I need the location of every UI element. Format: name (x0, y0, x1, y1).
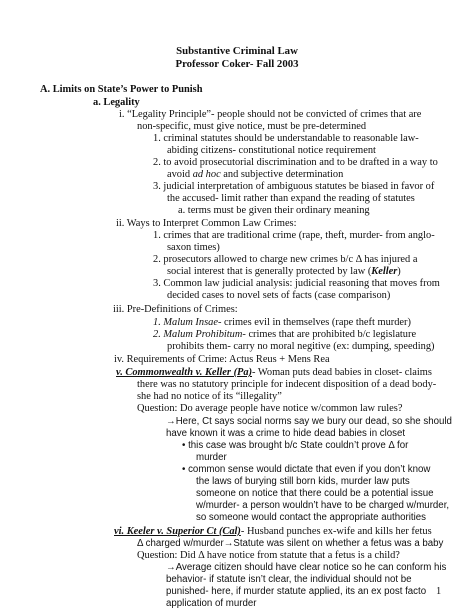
outline-line: 1. crimes that are traditional crime (rape, theft, murder- from anglo- (153, 230, 435, 241)
outline-line: saxon times) (167, 242, 220, 253)
emphasis-malum-insae: 1. Malum Insae (153, 317, 218, 328)
case-name-commonwealth-v-keller: v. Commonwealth v. Keller (Pa) (116, 367, 253, 378)
outline-line: non-specific, must give notice, must be pre-determined (137, 121, 367, 132)
outline-line-text: social interest that is generally protected by law ( (167, 266, 372, 277)
outline-line (153, 329, 416, 341)
outline-line (153, 317, 411, 329)
outline-line-text: - Woman puts dead babies in closet- claims (252, 367, 432, 378)
outline-line: Question: Did Δ have notice from statute that a fetus is a child? (137, 550, 400, 561)
outline-line: Question: Do average people have notice w/common law rules? (137, 403, 403, 414)
outline-line: so someone would contact the appropriate authorities (196, 512, 426, 523)
outline-line: 2. prosecutors allowed to charge new crimes b/c Δ has injured a (153, 254, 418, 265)
outline-line: she had no notice of its “illegality” (137, 391, 282, 402)
outline-heading-a: A. Limits on State’s Power to Punish (40, 84, 203, 95)
outline-line: a. terms must be given their ordinary meaning (178, 205, 370, 216)
outline-line: Δ charged w/murder→Statute was silent on whether a fetus was a baby (137, 538, 444, 549)
outline-line: have known it was a crime to hide dead babies in closet (166, 428, 406, 439)
emphasis-ad-hoc: ad hoc (192, 169, 221, 180)
outline-line: application of murder (166, 598, 257, 609)
emphasis-keller: Keller (371, 266, 398, 277)
outline-line: prohibits them- carry no moral negitive (ex: dumping, speeding) (167, 341, 435, 352)
outline-line: 3. Common law judicial analysis: judicial reasoning that moves from (153, 278, 440, 289)
outline-line: the laws of burying still born kids, murder law puts (196, 476, 410, 487)
outline-line: ii. Ways to Interpret Common Law Crimes: (116, 218, 297, 229)
outline-line: w/murder- a person wouldn’t have to be charged w/murder, (196, 500, 450, 511)
document-subtitle: Professor Coker- Fall 2003 (175, 58, 299, 70)
outline-line: iii. Pre-Definitions of Crimes: (113, 304, 238, 315)
outline-line: murder (196, 452, 227, 463)
emphasis-malum-prohibitum: 2. Malum Prohibitum (153, 329, 243, 340)
outline-line: the accused- limit rather than expand the reading of statutes (167, 193, 415, 204)
outline-line: →Average citizen should have clear notice so he can conform his (166, 562, 447, 573)
outline-line: iv. Requirements of Crime: Actus Reus + Mens Rea (114, 354, 330, 365)
outline-line-text: - crimes that are prohibited b/c legislature (242, 329, 417, 340)
outline-line: i. “Legality Principle”- people should not be convicted of crimes that are (119, 109, 422, 120)
close-paren: ) (397, 266, 401, 277)
outline-line: abiding citizens- constitutional notice requirement (167, 145, 376, 156)
case-heading-keller (116, 367, 432, 379)
outline-heading-legality: a. Legality (93, 97, 140, 108)
outline-line-text: - Husband punches ex-wife and kills her fetus (240, 526, 432, 537)
outline-line: →Here, Ct says social norms say we bury our dead, so she should (166, 416, 452, 427)
outline-line: 1. criminal statutes should be understandable to reasonable law- (153, 133, 419, 144)
outline-line: • this case was brought b/c State couldn’t prove Δ for (182, 440, 409, 451)
outline-line: behavior- if statute isn’t clear, the individual should not be (166, 574, 412, 585)
case-heading-keeler (114, 526, 432, 538)
document-title: Substantive Criminal Law (176, 45, 298, 57)
outline-line (167, 266, 401, 278)
outline-line: there was no statutory principle for indecent disposition of a dead body- (137, 379, 437, 390)
case-name-keeler-v-superior-ct: vi. Keeler v. Superior Ct (Cal) (114, 526, 241, 537)
outline-line: decided cases to novel sets of facts (case comparison) (167, 290, 391, 301)
outline-line: • common sense would dictate that even if you don’t know (182, 464, 431, 475)
outline-line: punished- here, if murder statute applied, its an ex post facto (166, 586, 427, 597)
outline-line: 2. to avoid prosecutorial discrimination and to be drafted in a way to (153, 157, 438, 168)
outline-line: avoid ad hoc and subjective determination (167, 169, 344, 180)
page-number: 1 (436, 586, 442, 597)
outline-line-text: - crimes evil in themselves (rape theft murder) (217, 317, 411, 328)
outline-line: 3. judicial interpretation of ambiguous statutes be biased in favor of (153, 181, 435, 192)
outline-line: someone on notice that there could be a potential issue (196, 488, 434, 499)
